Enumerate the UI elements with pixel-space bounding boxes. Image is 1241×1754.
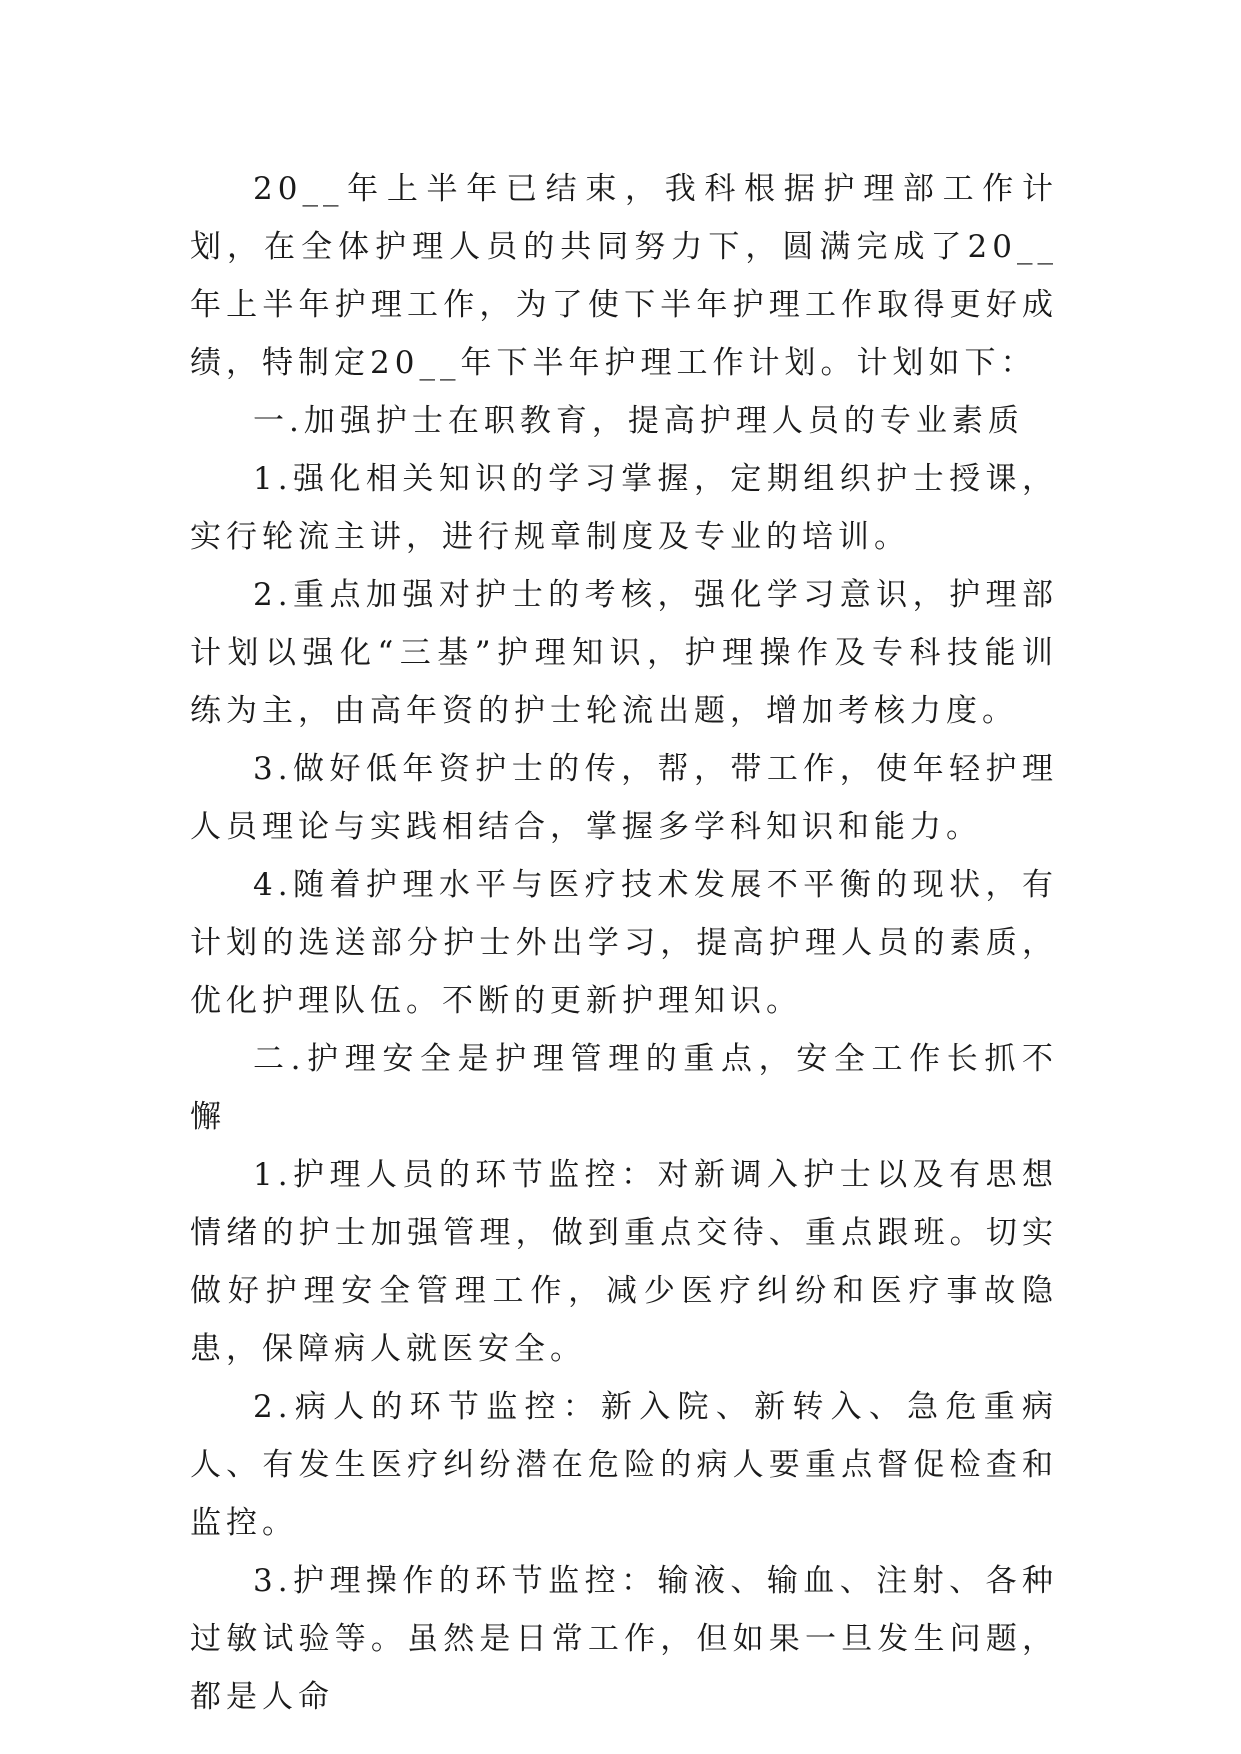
paragraph-2-3: 3.护理操作的环节监控：输液、输血、注射、各种过敏试验等。虽然是日常工作，但如果一旦发生问题，都是人命 xyxy=(190,1563,1058,1715)
section-heading-1: 一.加强护士在职教育，提高护理人员的专业素质 xyxy=(253,403,1024,439)
paragraph-2-1: 1.护理人员的环节监控：对新调入护士以及有思想情绪的护士加强管理，做到重点交待、重点跟班。切实做好护理安全管理工作，减少医疗纠纷和医疗事故隐患，保障病人就医安全。 xyxy=(190,1157,1058,1367)
paragraph-1-1: 1.强化相关知识的学习掌握，定期组织护士授课，实行轮流主讲，进行规章制度及专业的培训。 xyxy=(190,461,1058,555)
paragraph-1-3: 3.做好低年资护士的传，帮，带工作，使年轻护理人员理论与实践相结合，掌握多学科知识和能力。 xyxy=(190,751,1058,845)
paragraph-1-2: 2.重点加强对护士的考核，强化学习意识，护理部计划以强化“三基”护理知识，护理操作及专科技能训练为主，由高年资的护士轮流出题，增加考核力度。 xyxy=(190,577,1058,729)
paragraph-1-4: 4.随着护理水平与医疗技术发展不平衡的现状，有计划的选送部分护士外出学习，提高护理人员的素质，优化护理队伍。不断的更新护理知识。 xyxy=(190,867,1058,1019)
document-body xyxy=(190,160,1058,1726)
paragraph-2-2: 2.病人的环节监控：新入院、新转入、急危重病人、有发生医疗纠纷潜在危险的病人要重点督促检查和监控。 xyxy=(190,1389,1058,1541)
section-heading-2: 二.护理安全是护理管理的重点，安全工作长抓不懈 xyxy=(190,1041,1058,1135)
intro-paragraph: 20__年上半年已结束，我科根据护理部工作计划，在全体护理人员的共同努力下，圆满完成了20__年上半年护理工作，为了使下半年护理工作取得更好成绩，特制定20__年下半年护理工作计划。计划如下： xyxy=(190,171,1058,381)
